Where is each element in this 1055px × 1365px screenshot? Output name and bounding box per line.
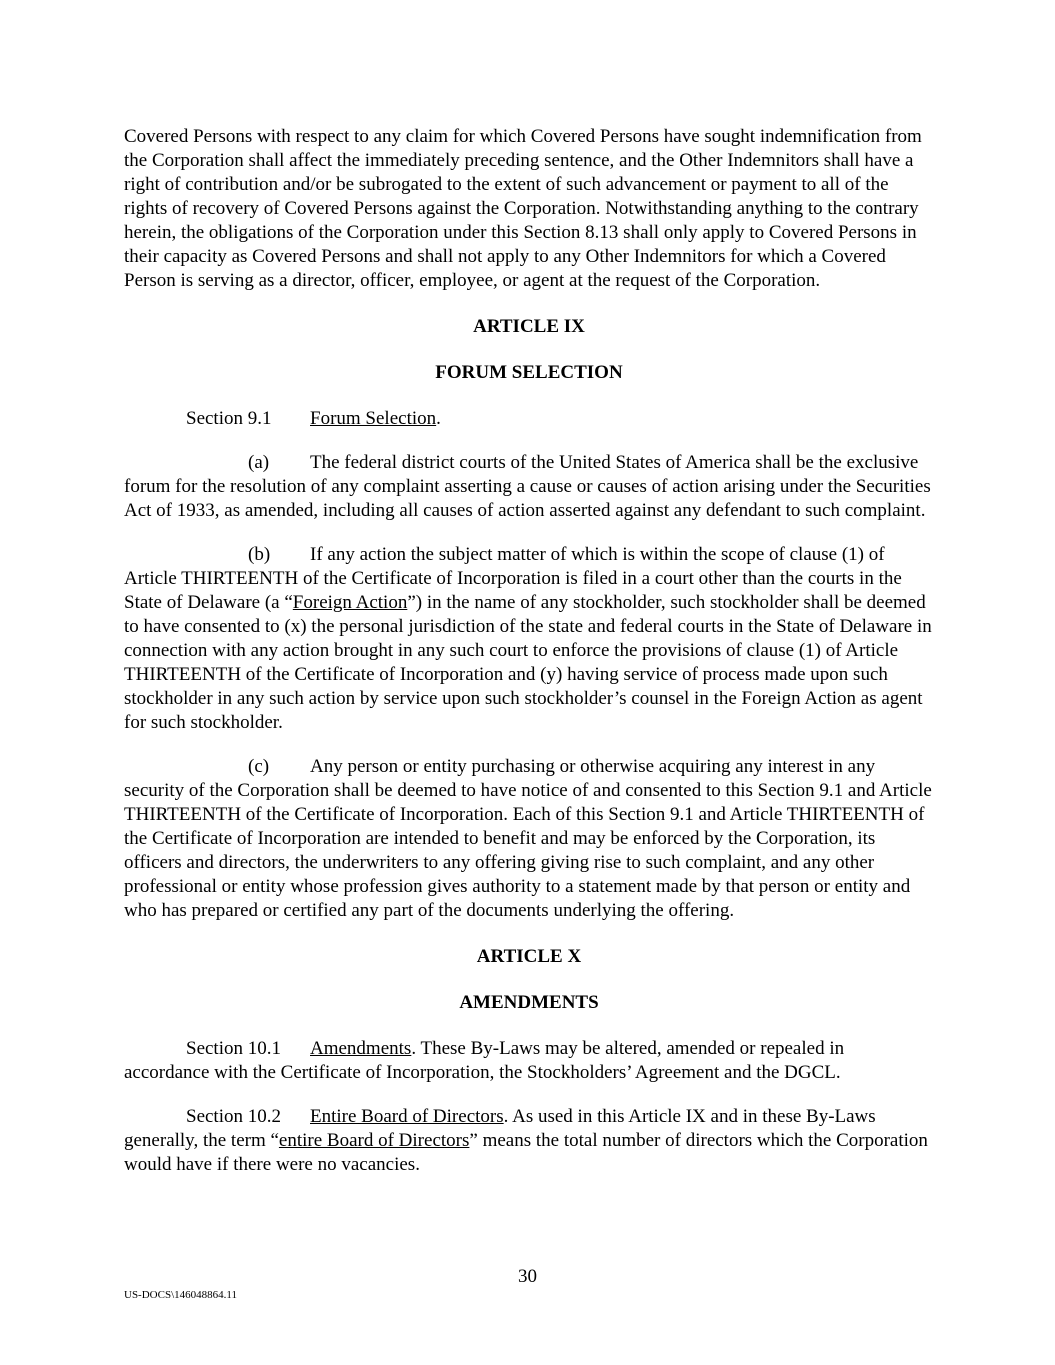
- article-10-title: ARTICLE X: [476, 946, 582, 967]
- section-9-1-title-period: .: [436, 408, 441, 429]
- section-9-1-number: Section 9.1: [186, 408, 272, 429]
- section-10-1-number: Section 10.1: [186, 1038, 281, 1059]
- clause-a-paragraph: [124, 451, 934, 523]
- section-9-1-title: Forum Selection: [310, 408, 437, 429]
- article-10-subtitle: AMENDMENTS: [459, 992, 599, 1013]
- clause-b-defined-term: Foreign Action: [292, 592, 408, 613]
- clause-b-text-1: If any action the subject matter of which is within the scope of clause (1) of Article THIRTEENTH of the Certificate of Incorporation is filed in a court other than the courts in the State of Delaware (a “: [124, 544, 902, 613]
- section-10-1-title: Amendments: [310, 1038, 412, 1059]
- section-10-1-paragraph: [124, 1037, 934, 1085]
- clause-c-paragraph: [124, 755, 934, 923]
- section-10-2-defined-term: entire Board of Directors: [278, 1130, 470, 1151]
- section-10-2-text-2: ” means the total number of directors which the Corporation would have if there were no vacancies.: [124, 1130, 928, 1175]
- page-number: 30: [518, 1266, 537, 1287]
- section-10-2-title: Entire Board of Directors: [310, 1106, 504, 1127]
- article-9-title: ARTICLE IX: [473, 316, 585, 337]
- clause-c-label: (c): [248, 756, 270, 777]
- article-9-subtitle: FORUM SELECTION: [435, 362, 623, 383]
- clause-a-text: The federal district courts of the United States of America shall be the exclusive forum for the resolution of any complaint asserting a cause or causes of action arising under the Securities Act of 1933, as amended, including all causes of action asserted against any defendant to such complaint.: [124, 452, 931, 521]
- section-10-1-text: . These By-Laws may be altered, amended or repealed in accordance with the Certificate of Incorporation, the Stockholders’ Agreement and the DGCL.: [124, 1038, 845, 1083]
- section-10-2-text-1: . As used in this Article IX and in these By-Laws generally, the term “: [124, 1106, 876, 1151]
- clause-b-text-2: ”) in the name of any stockholder, such stockholder shall be deemed to have consented to (x) the personal jurisdiction of the state and federal courts in the State of Delaware in connection with any action brought in any such court to enforce the provisions of clause (1) of Article THIRTEENTH of the Certificate of Incorporation and (y) having service of process made upon such stockholder in any such action by service upon such stockholder’s counsel in the Foreign Action as agent for such stockholder.: [124, 592, 932, 733]
- clause-b-paragraph: [124, 543, 934, 735]
- section-10-2-paragraph: [124, 1105, 934, 1177]
- clause-a-label: (a): [248, 452, 270, 473]
- clause-c-text: Any person or entity purchasing or otherwise acquiring any interest in any security of the Corporation shall be deemed to have notice of and consented to this Section 9.1 and Article THIRTEENTH of the Certificate of Incorporation. Each of this Section 9.1 and Article THIRTEENTH of the Certificate of Incorporation are intended to benefit and may be enforced by the Corporation, its officers and directors, the underwriters to any offering giving rise to such complaint, and any other professional or entity whose profession gives authority to a statement made by that person or entity and who has prepared or certified any part of the documents underlying the offering.: [124, 756, 932, 921]
- section-9-1-heading-line: [124, 407, 934, 431]
- clause-b-label: (b): [248, 544, 271, 565]
- continuation-paragraph: Covered Persons with respect to any claim for which Covered Persons have sought indemnification from the Corporation shall affect the immediately preceding sentence, and the Other Indemnitors shall have a right of contribution and/or be subrogated to the extent of such advancement or payment to all of the rights of recovery of Covered Persons against the Corporation. Notwithstanding anything to the contrary herein, the obligations of the Corporation under this Section 8.13 shall only apply to Covered Persons in their capacity as Covered Persons and shall not apply to any Other Indemnitors for which a Covered Person is serving as a director, officer, employee, or agent at the request of the Corporation.: [124, 126, 922, 291]
- document-page: [124, 125, 934, 1177]
- document-id: US-DOCS\146048864.11: [124, 1289, 237, 1301]
- section-10-2-number: Section 10.2: [186, 1106, 281, 1127]
